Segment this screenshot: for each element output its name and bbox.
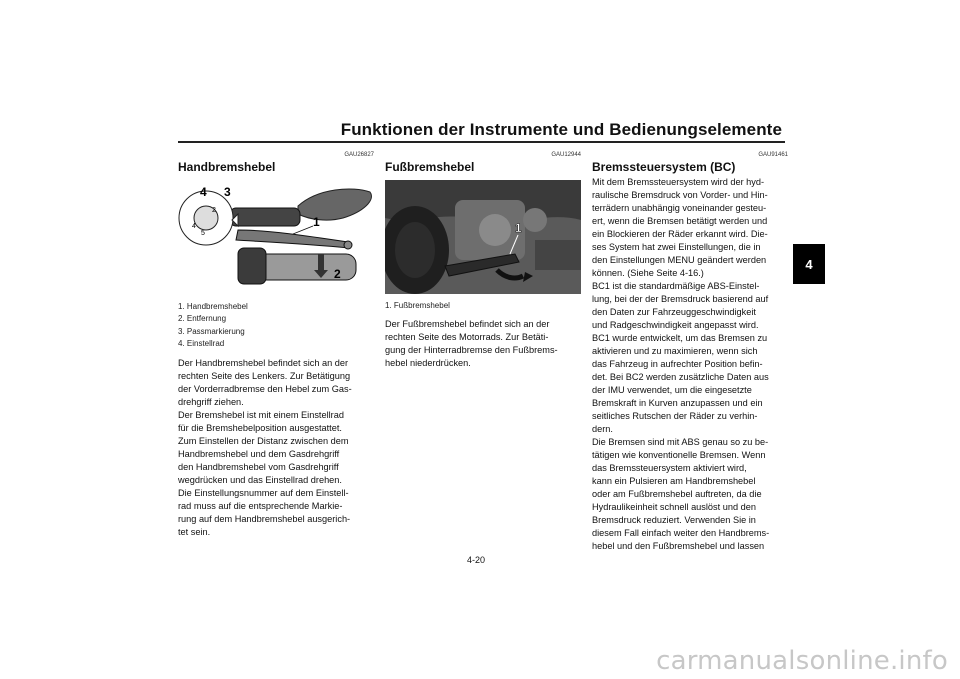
section-code: GAU26827 <box>344 152 374 158</box>
body-line: Handbremshebel und dem Gasdrehgriff <box>178 448 340 459</box>
body-line: hebel und den Fußbremshebel und lassen <box>592 541 765 551</box>
svg-text:5: 5 <box>201 230 205 237</box>
body-line: Der Bremshebel ist mit einem Einstellrad <box>178 409 344 420</box>
body-line: tet sein. <box>178 526 211 537</box>
body-line: das Bremssteuersystem aktiviert wird, <box>592 463 747 473</box>
body-line: drehgriff ziehen. <box>178 396 244 407</box>
body-line: rad muss auf die entsprechende Markie- <box>178 500 343 511</box>
body-line: raulische Bremsdruck von Vorder- und Hin- <box>592 190 768 200</box>
hand-brake-lever-illustration <box>178 178 374 295</box>
body-line: Der Handbremshebel befindet sich an der <box>178 357 349 368</box>
body-line: Die Bremsen sind mit ABS genau so zu be- <box>592 437 769 447</box>
legend-item: 2. Entfernung <box>178 314 227 324</box>
section-body <box>385 318 581 370</box>
section-heading: Fußbremshebel <box>385 160 475 174</box>
body-line: Bremskraft in Kurven anzupassen und ein <box>592 398 763 408</box>
callout-1: 1 <box>515 221 522 235</box>
body-line: Bremsdruck reduziert. Verwenden Sie in <box>592 515 756 525</box>
page-number: 4-20 <box>467 555 486 565</box>
watermark: carmanualsonline.info <box>656 646 948 676</box>
section-fussbremshebel <box>385 152 581 370</box>
legend-item: 3. Passmarkierung <box>178 326 245 336</box>
callout-1: 1 <box>313 215 320 229</box>
legend-item: 1. Fußbremshebel <box>385 301 450 310</box>
body-line: und Radgeschwindigkeit angepasst wird. <box>592 320 759 330</box>
body-line: det. Bei BC2 werden zusätzliche Daten aus <box>592 372 769 382</box>
body-line: wegdrücken und das Einstellrad drehen. <box>178 474 342 485</box>
body-line: BC1 ist die standardmäßige ABS-Einstel- <box>592 281 760 291</box>
body-line: ses System hat zwei Einstellungen, die in <box>592 242 761 252</box>
body-line: den Handbremshebel vom Gasdrehgriff <box>178 461 339 472</box>
body-line: rung auf dem Handbremshebel ausgerich- <box>178 513 351 524</box>
body-line: hebel niederdrücken. <box>385 358 471 369</box>
body-line: Der Fußbremshebel befindet sich an der <box>385 319 550 330</box>
body-line: Hydraulikeinheit schnell auslöst und den <box>592 502 756 512</box>
foot-brake-lever-photo <box>385 180 581 294</box>
section-code: GAU12944 <box>551 152 581 158</box>
section-handbremshebel <box>178 152 374 539</box>
figure-legend <box>385 300 581 312</box>
body-line: dern. <box>592 424 613 434</box>
title-underline <box>178 141 785 143</box>
body-line: kann ein Pulsieren am Handbremshebel <box>592 476 756 486</box>
body-line: Zum Einstellen der Distanz zwischen dem <box>178 435 349 446</box>
figure-legend <box>178 301 374 351</box>
svg-text:4: 4 <box>192 223 196 230</box>
body-line: tätigen wie konventionelle Bremsen. Wenn <box>592 450 766 460</box>
section-body <box>178 357 374 539</box>
body-line: rechten Seite des Motorrads. Zur Betäti- <box>385 332 549 343</box>
callout-4: 4 <box>200 185 207 199</box>
body-line: BC1 wurde entwickelt, um das Bremsen zu <box>592 333 768 343</box>
body-line: rechten Seite des Lenkers. Zur Betätigung <box>178 370 351 381</box>
page-title: Funktionen der Instrumente und Bedienungselemente <box>340 120 782 139</box>
body-line: oder am Fußbremshebel auftreten, da die <box>592 489 762 499</box>
body-line: terrädern unabhängig voneinander gesteu- <box>592 203 767 213</box>
body-line: für die Bremshebelposition ausgestattet. <box>178 422 342 433</box>
body-line: ert, wenn die Bremsen betätigt werden und <box>592 216 768 226</box>
body-line: den Einstellungen MENU geändert werden <box>592 255 767 265</box>
section-heading: Handbremshebel <box>178 160 276 174</box>
body-line: aktivieren und zu maximieren, wenn sich <box>592 346 758 356</box>
body-line: Die Einstellungsnummer auf dem Einstell- <box>178 487 349 498</box>
body-line: lung, bei der der Bremsdruck basierend auf <box>592 294 769 304</box>
callout-2: 2 <box>334 267 341 281</box>
body-line: seitliches Rutschen der Räder zu verhin- <box>592 411 758 421</box>
body-line: der Vorderradbremse den Hebel zum Gas- <box>178 383 352 394</box>
body-line: diesem Fall einfach weiter den Handbrems- <box>592 528 770 538</box>
section-code: GAU91461 <box>758 152 788 158</box>
legend-item: 1. Handbremshebel <box>178 302 248 311</box>
body-line: können. (Siehe Seite 4-16.) <box>592 268 704 278</box>
body-line: Mit dem Bremssteuersystem wird der hyd- <box>592 177 765 187</box>
body-line: den Daten zur Fahrzeuggeschwindigkeit <box>592 307 756 317</box>
chapter-tab: 4 <box>793 244 825 284</box>
section-heading: Bremssteuersystem (BC) <box>592 160 736 174</box>
body-line: ein Blockieren der Räder erkannt wird. Die- <box>592 229 768 239</box>
body-line: das Fahrzeug in aufrechter Position befin- <box>592 359 763 369</box>
body-line: der IMU verwendet, um die eingesetzte <box>592 385 752 395</box>
legend-item: 4. Einstellrad <box>178 339 225 349</box>
section-bremssteuersystem <box>592 152 788 553</box>
svg-text:2: 2 <box>212 207 216 214</box>
body-line: gung der Hinterradbremse den Fußbrems- <box>385 345 558 356</box>
section-body <box>592 176 788 553</box>
callout-3: 3 <box>224 185 231 199</box>
